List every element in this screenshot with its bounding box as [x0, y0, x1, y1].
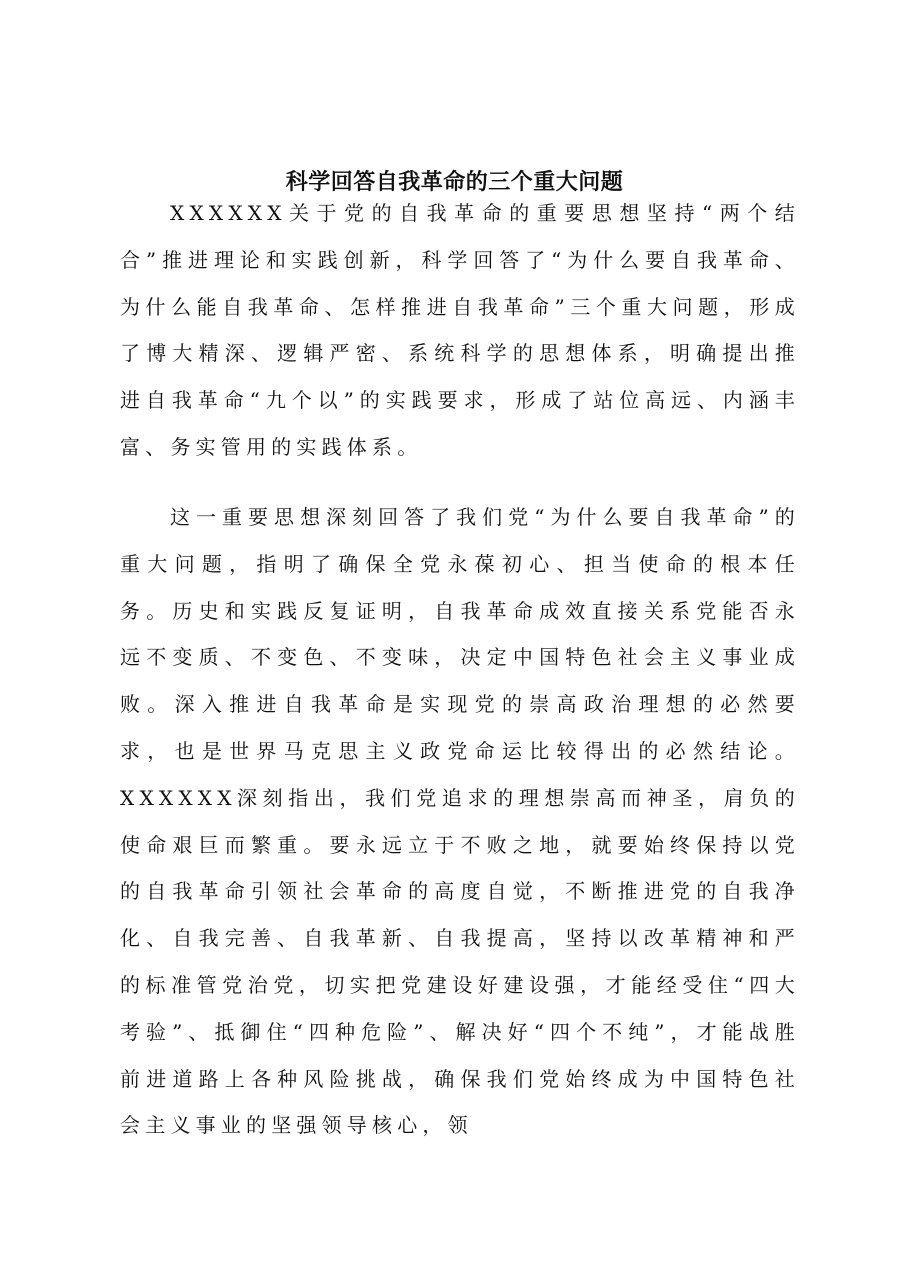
paragraph-2: 这一重要思想深刻回答了我们党“为什么要自我革命”的重大问题，指明了确保全党永葆初心、担当使命的根本任务。历史和实践反复证明，自我革命成效直接关系党能否永远不变质、不变色、不变味，决定中国特色社会主义事业成败。深入推进自我革命是实现党的崇高政治理想的必然要求，也是世界马克思主义政党命运比较得出的必然结论。XXXXXX深刻指出，我们党追求的理想崇高而神圣，肩负的使命艰巨而繁重。要永远立于不败之地，就要始终保持以党的自我革命引领社会革命的高度自觉，不断推进党的自我净化、自我完善、自我革新、自我提高，坚持以改革精神和严的标准管党治党，切实把党建设好建设强，才能经受住“四大考验”、抵御住“四种危险”、解决好“四个不纯”，才能战胜前进道路上各种风险挑战，确保我们党始终成为中国特色社会主义事业的坚强领导核心，领 [120, 505, 800, 1138]
document-title: 科学回答自我革命的三个重大问题 [285, 169, 624, 195]
paragraph-1: XXXXXX关于党的自我革命的重要思想坚持“两个结合”推进理论和实践创新，科学回答了“为什么要自我革命、为什么能自我革命、怎样推进自我革命”三个重大问题，形成了博大精深、逻辑严密、系统科学的思想体系，明确提出推进自我革命“九个以”的实践要求，形成了站位高远、内涵丰富、务实管用的实践体系。 [120, 201, 800, 459]
